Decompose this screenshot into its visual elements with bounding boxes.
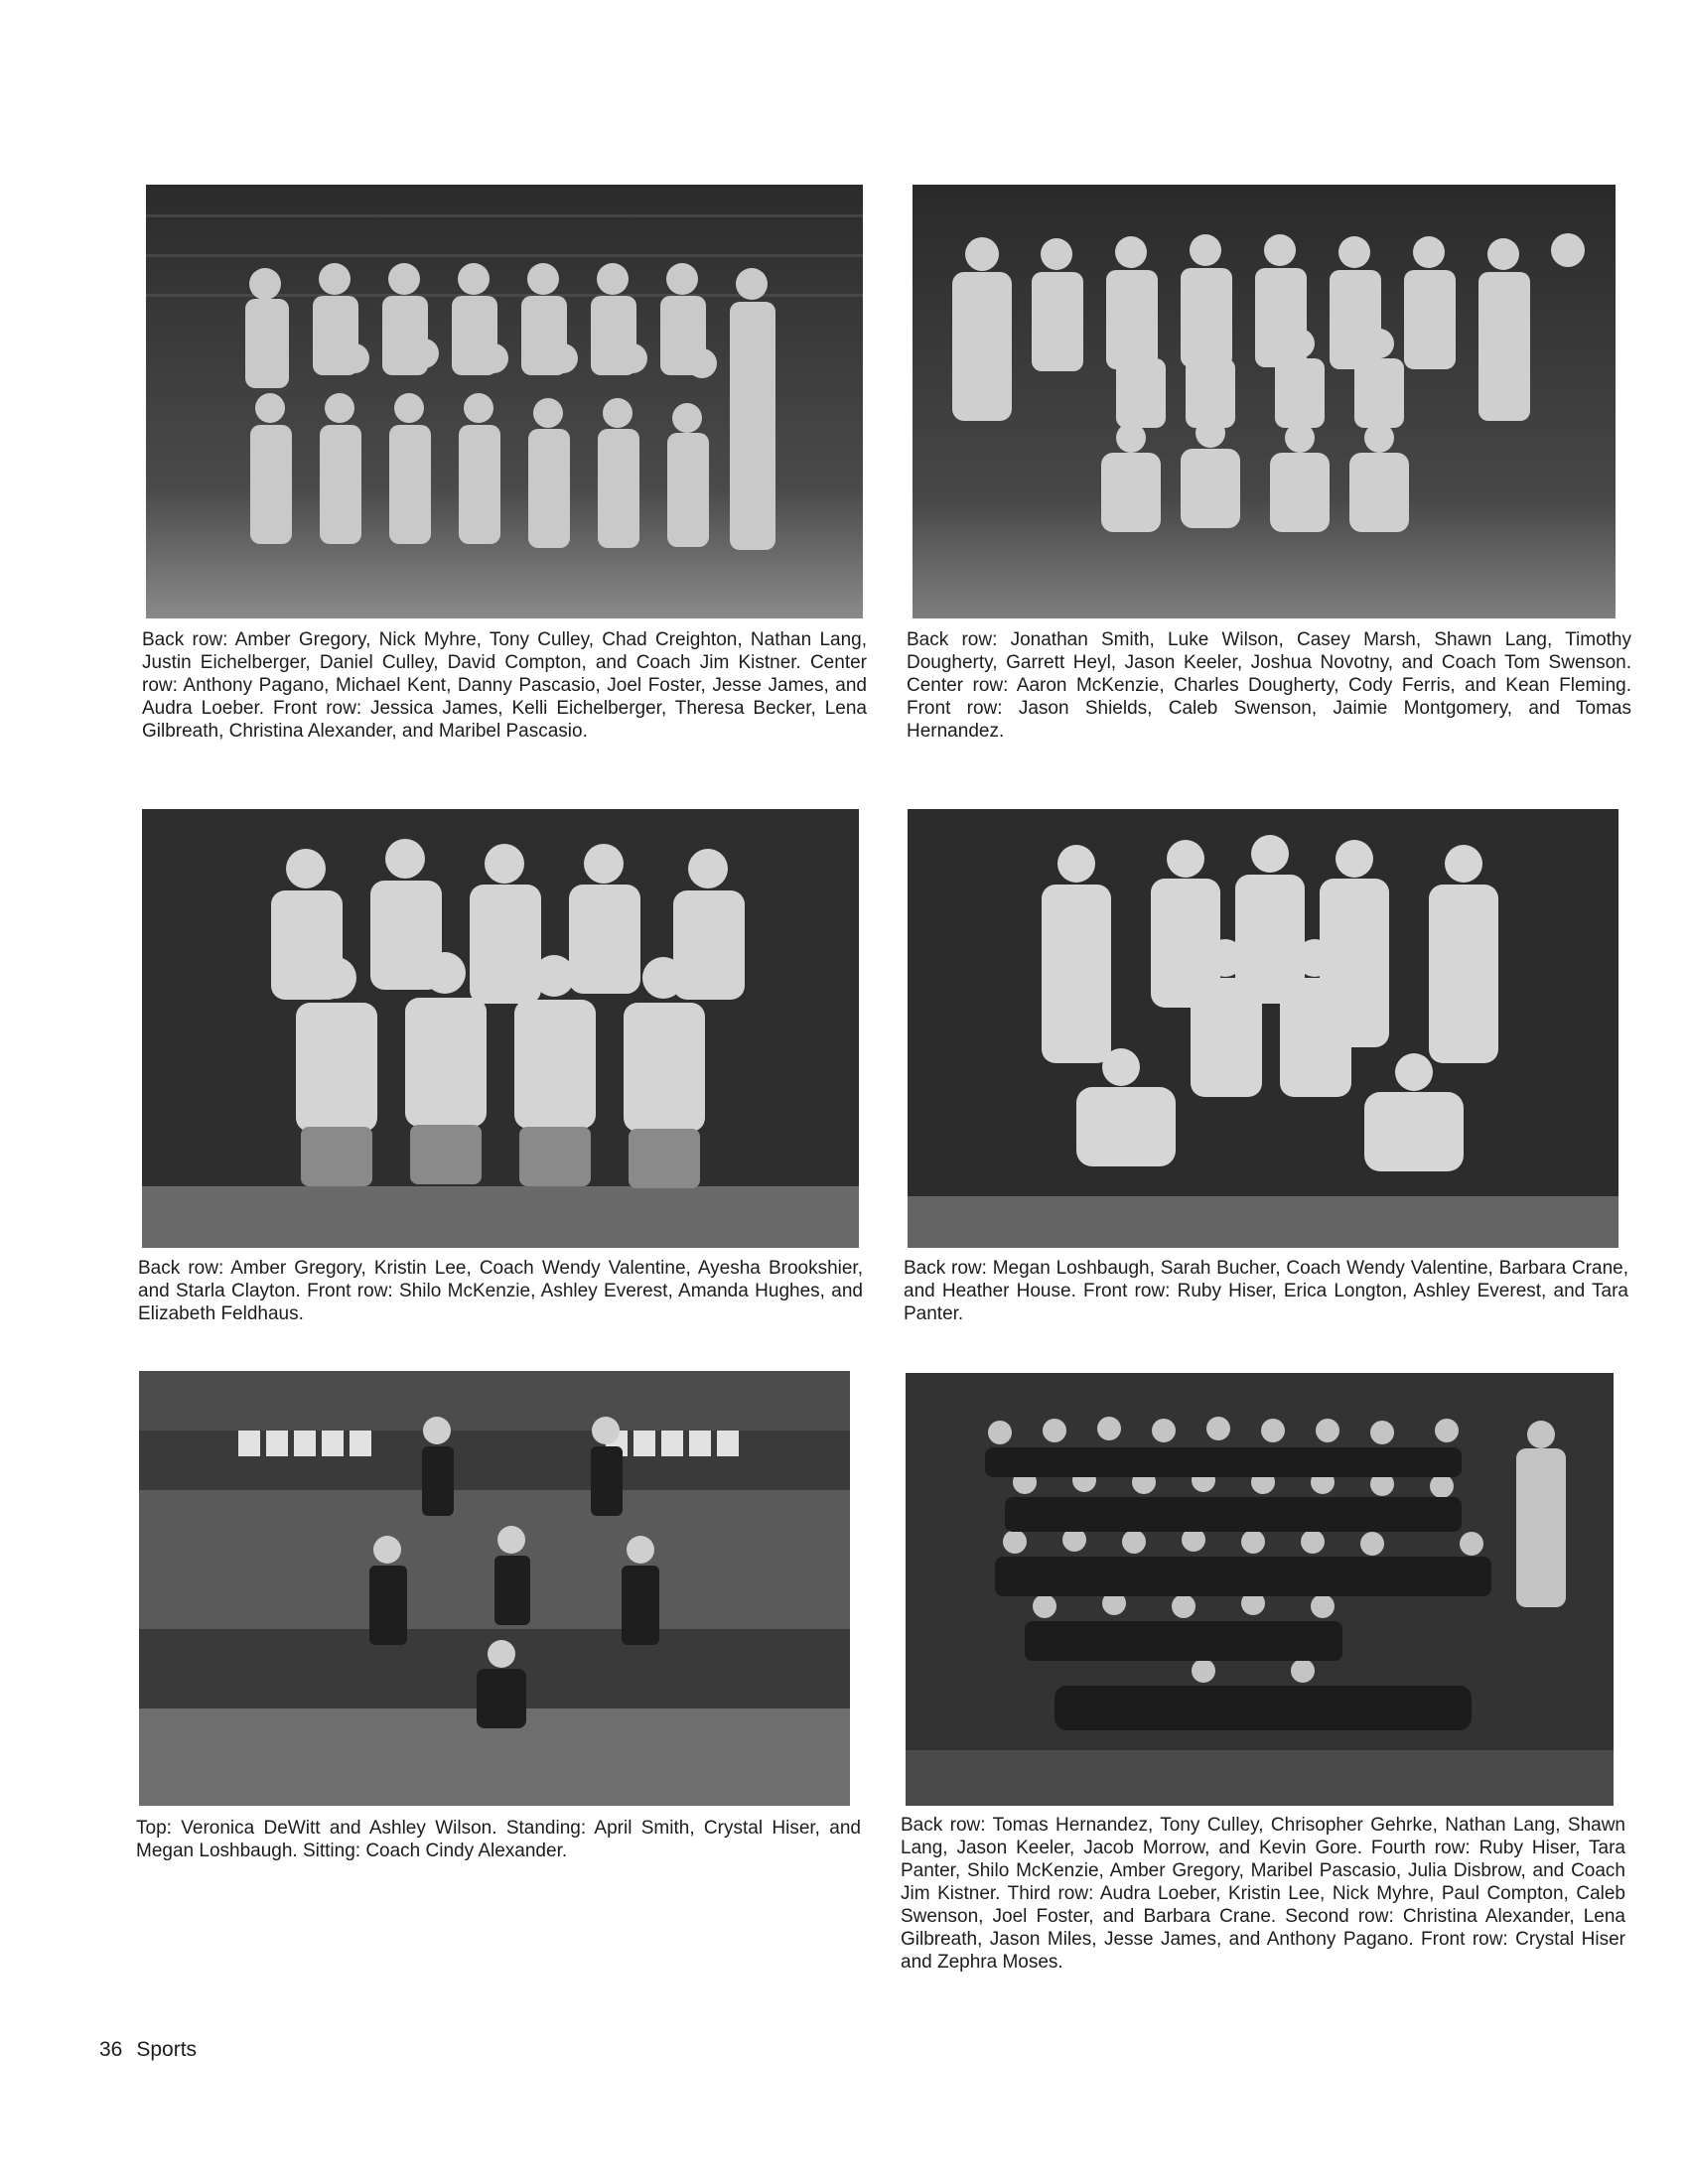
- team-photo-volleyball-2: [908, 809, 1618, 1248]
- team-photo-cross-country: [146, 185, 863, 618]
- photo-image: [146, 185, 863, 618]
- photo-image: [913, 185, 1616, 618]
- caption-soccer: Back row: Jonathan Smith, Luke Wilson, Casey Marsh, Shawn Lang, Timothy Dougherty, Garrett Heyl, Jason Keeler, Joshua Novotny, and Coach Tom Swenson. Center row: Aaron McKenzie, Charles Dougherty, Cody Ferris, and Kean Fleming. Front row: Jason Shields, Caleb Swenson, Jaimie Montgomery, and Tomas Hernandez.: [907, 629, 1631, 742]
- team-photo-soccer: [913, 185, 1616, 618]
- team-photo-letter-club: [906, 1373, 1614, 1806]
- caption-volleyball-1: Back row: Amber Gregory, Kristin Lee, Coach Wendy Valentine, Ayesha Brookshier, and Starla Clayton. Front row: Shilo McKenzie, Ashley Everest, Amanda Hughes, and Elizabeth Feldhaus.: [138, 1258, 863, 1324]
- caption-letter-club: Back row: Tomas Hernandez, Tony Culley, Chrisopher Gehrke, Nathan Lang, Shawn Lang, Jason Keeler, Jacob Morrow, and Kevin Gore. Fourth row: Ruby Hiser, Tara Panter, Shilo McKenzie, Amber Gregory, Maribel Pascasio, Julia Disbrow, and Coach Jim Kistner. Third row: Audra Loeber, Kristin Lee, Nick Myhre, Paul Compton, Caleb Swenson, Joel Foster, and Barbara Crane. Second row: Christina Alexander, Lena Gilbreath, Jason Miles, Jesse James, and Anthony Pagano. Front row: Crystal Hiser and Zephra Moses.: [901, 1815, 1625, 1973]
- photo-image: [142, 809, 859, 1248]
- page-number: 36: [99, 2038, 123, 2061]
- section-name: Sports: [136, 2038, 198, 2061]
- photo-image: [139, 1371, 850, 1806]
- caption-volleyball-2: Back row: Megan Loshbaugh, Sarah Bucher, Coach Wendy Valentine, Barbara Crane, and Heather House. Front row: Ruby Hiser, Erica Longton, Ashley Everest, and Tara Panter.: [904, 1258, 1628, 1324]
- team-photo-cheerleaders: [139, 1371, 850, 1806]
- photo-image: [908, 809, 1618, 1248]
- team-photo-volleyball-1: [142, 809, 859, 1248]
- caption-cheerleaders: Top: Veronica DeWitt and Ashley Wilson. Standing: April Smith, Crystal Hiser, and Megan Loshbaugh. Sitting: Coach Cindy Alexander.: [136, 1818, 861, 1861]
- caption-cross-country: Back row: Amber Gregory, Nick Myhre, Tony Culley, Chad Creighton, Nathan Lang, Justin Eichelberger, Daniel Culley, David Compton, and Coach Jim Kistner. Center row: Anthony Pagano, Michael Kent, Danny Pascasio, Joel Foster, Jesse James, and Audra Loeber. Front row: Jessica James, Kelli Eichelberger, Theresa Becker, Lena Gilbreath, Christina Alexander, and Maribel Pascasio.: [142, 629, 867, 742]
- photo-image: [906, 1373, 1614, 1806]
- page-footer: [99, 2038, 211, 2062]
